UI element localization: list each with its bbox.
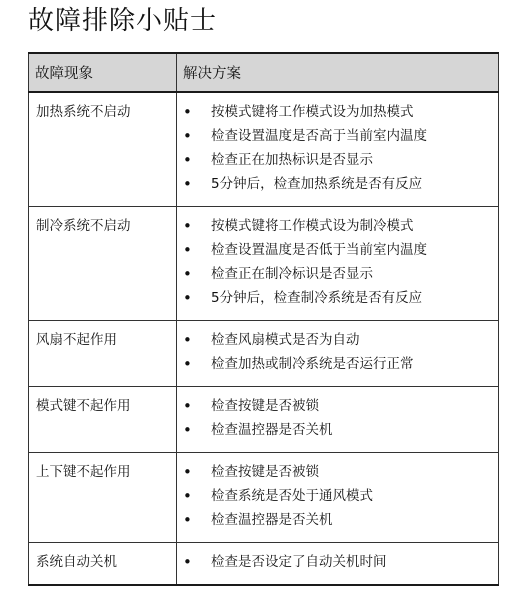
table-row bbox=[29, 207, 499, 321]
symptom-cell bbox=[29, 207, 177, 321]
solution-text: 按模式键将工作模式设为加热模式 bbox=[211, 104, 414, 120]
solution-text: 按模式键将工作模式设为制冷模式 bbox=[211, 218, 414, 234]
table-row bbox=[29, 543, 499, 586]
solution-text: 5分钟后，检查制冷系统是否有反应 bbox=[211, 290, 423, 306]
solution-text: 检查温控器是否关机 bbox=[211, 512, 333, 528]
solution-list bbox=[177, 321, 498, 386]
solution-text: 检查风扇模式是否为自动 bbox=[211, 332, 360, 348]
solution-cell bbox=[177, 321, 499, 387]
list-item bbox=[177, 328, 498, 352]
solution-text: 检查温控器是否关机 bbox=[211, 422, 333, 438]
symptom-text: 风扇不起作用 bbox=[36, 332, 117, 348]
list-item bbox=[177, 394, 498, 418]
solution-list bbox=[177, 93, 498, 206]
troubleshooting-table bbox=[28, 52, 499, 586]
list-item bbox=[177, 286, 498, 310]
symptom-cell bbox=[29, 453, 177, 543]
solution-cell bbox=[177, 387, 499, 453]
solution-list bbox=[177, 387, 498, 452]
solution-text: 检查设置温度是否高于当前室内温度 bbox=[211, 128, 427, 144]
symptom-text: 上下键不起作用 bbox=[36, 464, 131, 480]
solution-cell bbox=[177, 543, 499, 586]
solution-text: 检查设置温度是否低于当前室内温度 bbox=[211, 242, 427, 258]
solution-text: 检查系统是否处于通风模式 bbox=[211, 488, 373, 504]
table-header-row bbox=[29, 53, 499, 92]
page-title: 故障排除小贴士 bbox=[28, 6, 218, 36]
list-item bbox=[177, 100, 498, 124]
list-item bbox=[177, 148, 498, 172]
solution-cell bbox=[177, 92, 499, 207]
symptom-cell bbox=[29, 92, 177, 207]
list-item bbox=[177, 124, 498, 148]
list-item bbox=[177, 238, 498, 262]
solution-text: 检查按键是否被锁 bbox=[211, 398, 319, 414]
solution-text: 5分钟后，检查加热系统是否有反应 bbox=[211, 176, 423, 192]
list-item bbox=[177, 352, 498, 376]
symptom-cell bbox=[29, 543, 177, 586]
header-solution: 解决方案 bbox=[177, 53, 499, 92]
symptom-text: 系统自动关机 bbox=[36, 554, 117, 570]
solution-list bbox=[177, 207, 498, 320]
symptom-text: 加热系统不启动 bbox=[36, 104, 131, 120]
table-row bbox=[29, 387, 499, 453]
table-row bbox=[29, 92, 499, 207]
solution-text: 检查按键是否被锁 bbox=[211, 464, 319, 480]
solution-text: 检查正在加热标识是否显示 bbox=[211, 152, 373, 168]
symptom-cell bbox=[29, 387, 177, 453]
table-row bbox=[29, 453, 499, 543]
symptom-text: 制冷系统不启动 bbox=[36, 218, 131, 234]
list-item bbox=[177, 484, 498, 508]
solution-text: 检查正在制冷标识是否显示 bbox=[211, 266, 373, 282]
solution-list bbox=[177, 543, 498, 584]
list-item bbox=[177, 550, 498, 574]
solution-text: 检查加热或制冷系统是否运行正常 bbox=[211, 356, 414, 372]
list-item bbox=[177, 262, 498, 286]
solution-cell bbox=[177, 453, 499, 543]
symptom-cell bbox=[29, 321, 177, 387]
symptom-text: 模式键不起作用 bbox=[36, 398, 131, 414]
solution-cell bbox=[177, 207, 499, 321]
list-item bbox=[177, 460, 498, 484]
table-row bbox=[29, 321, 499, 387]
list-item bbox=[177, 214, 498, 238]
header-symptom: 故障现象 bbox=[29, 53, 177, 92]
solution-text: 检查是否设定了自动关机时间 bbox=[211, 554, 387, 570]
list-item bbox=[177, 418, 498, 442]
list-item bbox=[177, 508, 498, 532]
solution-list bbox=[177, 453, 498, 542]
list-item bbox=[177, 172, 498, 196]
